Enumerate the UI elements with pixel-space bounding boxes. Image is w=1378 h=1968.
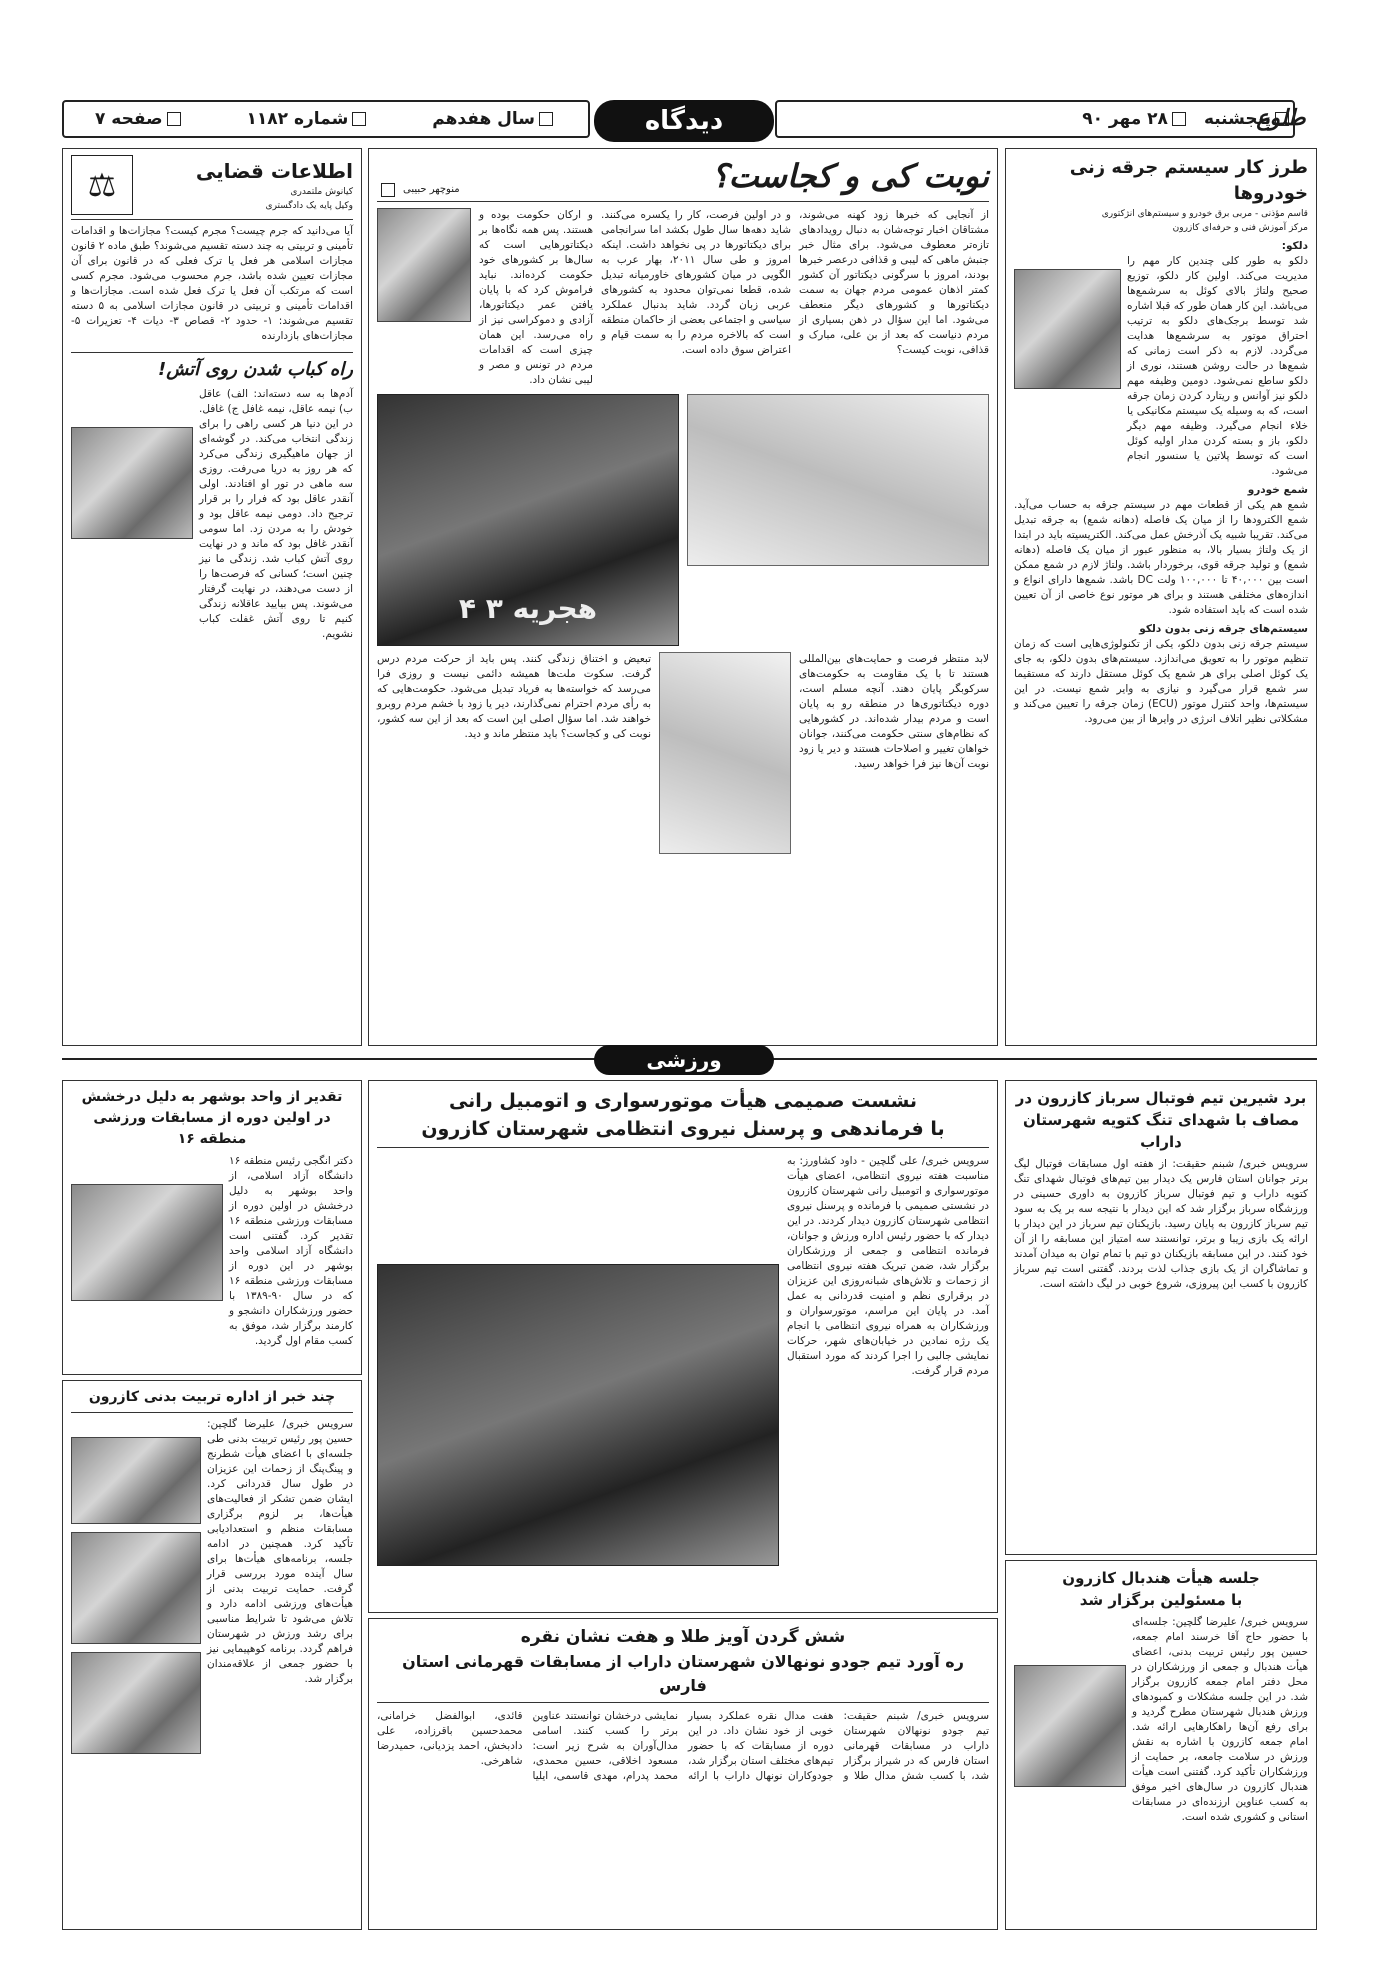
issue-year: سال هفدهم [432, 109, 536, 129]
author-photo [377, 208, 471, 322]
article-affiliation: مرکز آموزش فنی و حرفه‌ای کازرون [1172, 223, 1308, 233]
author-photo [1014, 269, 1121, 389]
paragraph: تبعیض و اختناق زندگی کنند. پس باید از حرکت مردم درس گرفت. سکوت ملت‌ها همیشه دائمی نیست و روزی فرا می‌رسد که خواسته‌ها به فریاد تبدیل می‌شود. حکومت‌هایی که به رأی مردم احترام نمی‌گذارند، دیر یا زود با خشم مردم روبرو خواهند شد. اما سؤال اصلی این است که بعد از این سه کشور، نوبت کی و کجاست؟ باید منتظر ماند و دید. [377, 653, 651, 740]
author-role: وکیل پایه یک دادگستری [265, 201, 353, 211]
bullet-icon [539, 112, 553, 126]
article-judicial [62, 148, 362, 1046]
section-title-didgah [594, 100, 774, 142]
issue-day: پنجشنبه [1203, 109, 1271, 129]
paragraph: آیا می‌دانید که جرم چیست؟ مجرم کیست؟ مجازات‌ها و اقدامات تأمینی و تربیتی به چند دسته تقسیم می‌شوند؟ طبق ماده ۲ قانون مجازات اسلامی هر فعل یا ترک فعلی که در قانون برای آن مجازات تعیین شده باشد، جرم محسوب می‌شود. مجرم کسی است که مرتکب آن فعل یا ترک فعل شده است. مجازات‌ها و اقدامات تأمینی و تربیتی در قانون مجازات اسلامی به ۵ دسته تقسیم می‌شوند: ۱- حدود ۲- قصاص ۳- دیات ۴- تعزیرات ۵- مجازات‌های بازدارنده [71, 225, 353, 342]
meeting-photo [1014, 1665, 1126, 1787]
subheading: شمع خودرو [1247, 484, 1308, 496]
article-title: جلسه هیأت هندبال کازرون [1062, 1569, 1260, 1587]
award-photo [71, 1184, 223, 1301]
paragraph: سرویس خبری/ علیرضا گلچین: حسین پور رئیس تربیت بدنی طی جلسه‌ای با اعضای هیأت شطرنج و پینگ‌پنگ از زحمات این عزیزان در طول سال قدردانی کرد. ایشان ضمن تشکر از فعالیت‌های هیأت‌ها، بر لزوم برگزاری مسابقات منظم و استعدادیابی تأکید کرد. همچنین در ادامه جلسه، برنامه‌های هیأت‌ها برای سال آینده مورد بررسی قرار گرفت. حمایت تربیت بدنی از هیأت‌های ورزشی ادامه دارد و تلاش می‌شود تا شرایط مناسبی برای رشد ورزش در شهرستان فراهم گردد. برنامه کوهپیمایی نیز با حضور جمعی از علاقه‌مندان برگزار شد. [207, 1418, 353, 1685]
hiking-photo [71, 1652, 201, 1754]
page-number: صفحه ۷ [95, 109, 163, 129]
article-title: تقدیر از واحد بوشهر به دلیل درخشش [81, 1089, 343, 1105]
bullet-icon [1172, 112, 1186, 126]
article-bushehr [62, 1080, 362, 1375]
paragraph: سیستم جرقه زنی بدون دلکو، یکی از تکنولوژی‌هایی است که زمان تنظیم موتور را به تعویق می‌اندازد. سیستم‌های بدون دلکو، به جای یک کوئل اصلی برای هر شمع یک کوئل مستقل دارند که مستقیما سر شمع قرار می‌گیرد و نیازی به وایر شمع نیست. در این سیستم‌ها، واحد کنترل موتور (ECU) زمان جرقه را تعیین می‌کند و مشکلاتی نظیر اتلاف انرژی در وایرها از بین می‌رود. [1014, 638, 1308, 725]
article-tarbiat [62, 1380, 362, 1930]
article-title: مصاف با شهدای تنگ کتویه شهرستان داراب [1022, 1111, 1300, 1151]
issue-date: ۲۸ مهر ۹۰ [1082, 109, 1168, 129]
article-judo [368, 1618, 998, 1930]
article-author: منوچهر حبیبی [403, 184, 460, 195]
motorcycle-photo [377, 1264, 779, 1566]
butterfly-image [659, 652, 791, 854]
date-box [775, 100, 1295, 138]
paragraph: شمع هم یکی از قطعات مهم در سیستم جرقه به حساب می‌آید. شمع الکترود‌ها را از میان یک فاصله (دهانه شمع) به جرقه تبدیل می‌کند. تقریبا شبیه یک آذرخش عمل می‌کند. الکتریسیته باید در ابتدا از یک ولتاژ بسیار بالا، به منظور عبور از میان یک فاصله (دهانه شمع) و تولید جرقه قوی، برخوردار باشد. ولتاژ لازم در شمع ممکن است بین ۴۰,۰۰۰ تا ۱۰۰,۰۰۰ ولت DC باشد. شمع‌ها دارای انواع و اندازه‌های مختلفی هستند و برای هر موتور نوع خاصی از آن تعیین شده است که باید استفاده شود. [1014, 499, 1308, 616]
article-ignition [1005, 148, 1317, 1046]
pen-icon [381, 183, 395, 197]
bullet-icon [167, 112, 181, 126]
article-football [1005, 1080, 1317, 1555]
paragraph: و در اولین فرصت، کار را یکسره می‌کنند. شاید دهه‌ها سال طول بکشد اما سرانجامی برای دیکتاتورها در پی نخواهد داشت. اینکه امروز و طی سال ۲۰۱۱، بهار عرب به الگویی در میان کشورهای خاورمیانه تبدیل شده، قطعا نمی‌توان محدود به کشورهای عربی زبان گردد. شاید بدنبال عملکرد سیاسی و اجتماعی بعضی از حاکمان منطقه است که بالاخره مردم را به سمت قیام و اعتراض سوق داده است. [601, 209, 791, 356]
scales-icon: ⚖ [71, 155, 133, 215]
article-handball [1005, 1560, 1317, 1930]
article-author: قاسم مؤذنی - مربی برق خودرو و سیستم‌های انژکتوری [1101, 209, 1308, 219]
paragraph: آدم‌ها به سه دسته‌اند: الف) عاقل ب) نیمه عاقل، نیمه غافل ج) غافل. در این دنیا هر کسی راهی را برای زندگی انتخاب می‌کند. در گوشه‌ای از جهان ماهیگیری زندگی می‌کرد که هر روز به دریا می‌رفت. روزی سه ماهی در تور او افتادند. اولی آنقدر عاقل بود که فرار را بر قرار ترجیح داد. دومی نیمه عاقل بود و خودش را به مردن زد. اما سومی آنقدر غافل بود که ماند و در نهایت روی آتش کباب شد. زندگی ما نیز چنین است؛ کسانی که فرصت‌ها را از دست می‌دهند، در نهایت گرفتار می‌شوند. پس بیایید عاقلانه زندگی کنیم تا روی آتش غفلت کباب نشویم. [199, 388, 353, 640]
article-motorcycle [368, 1080, 998, 1613]
meeting-photo [71, 1532, 201, 1644]
article-author: کیانوش ملتمدری [290, 187, 353, 197]
news-photo [377, 394, 679, 646]
article-title: با فرماندهی و پرسنل نیروی انتظامی شهرستان کازرون [377, 1115, 989, 1148]
article-title: نوبت کی و کجاست؟ [711, 157, 989, 195]
paragraph: و ارکان حکومت بوده و هستند. پس همه نگاه‌ها بر دیکتاتورهایی است که سال‌ها بر کشورهای خود حکومت کرده‌اند. نباید فراموش کرد که با پایان یافتن عمر دیکتاتورها، آزادی و دموکراسی نیز از راه می‌رسد. این همان چیزی است که اقدامات مردم در تونس و مصر و لیبی نشان داد. [479, 209, 593, 386]
article-title: طرز کار سیستم جرقه زنی خودروها [1069, 157, 1308, 204]
section-title-sports [594, 1045, 774, 1075]
paragraph: سرویس خبری/ علیرضا گلچین: جلسه‌ای با حضور حاج آقا خرسند امام جمعه، حسین پور رئیس تربیت بدنی، اعضای هیأت هندبال و جمعی از ورزشکاران در محل دفتر امام جمعه کازرون برگزار شد. در این جلسه مشکلات و کمبودهای ورزش هندبال شهرستان مطرح گردید و برای رفع آن‌ها راهکارهایی ارائه شد. امام جمعه کازرون با اشاره به نقش ورزش در سلامت جامعه، بر حمایت از ورزشکاران تأکید کرد. گفتنی است هیأت هندبال کازرون در سال‌های اخیر موفق به کسب عناوین ارزنده‌ای در مسابقات استانی و کشوری شده است. [1132, 1616, 1308, 1823]
cartoon-image [687, 394, 989, 566]
logo-text: طلوع [1256, 105, 1306, 131]
article-title: نشست صمیمی هیأت موتورسواری و اتومبیل رانی [448, 1090, 918, 1112]
paragraph: از آنجایی که خبرها زود کهنه می‌شوند، مشتاقان اخبار توجه‌شان به دنبال رویدادهای تازه‌تر معطوف می‌شود. برای مثال خبر جنبش ماهی که لیبی و قذافی درعصر خبرها بودند، امروز با سرگونی دیکتاتور آن کشور کمتر اذهان عمومی مردم جهان به سمت دیکتاتورها و کشورهای دیگر منعطف می‌شود. اما این سؤال در ذهن بسیاری از مردم دنیاست که بعد از بن علی، مبارک و قذافی، نوبت کیست؟ [799, 209, 989, 356]
issue-box [62, 100, 590, 138]
paragraph: دلکو به طور کلی چندین کار مهم را مدیریت می‌کند. اولین کار دلکو، توزیع صحیح ولتاژ بالای کوئل به سرشمع‌ها می‌باشد. این کار همان طور که قبلا اشاره شد توسط برجک‌های دلکو به ترتیب احتراق موتور به سرشمع‌ها هدایت می‌گردد. لازم به ذکر است زمانی که شمع‌ها در حالت روشن هستند، نوری از دلکو ساطع نمی‌شود. دومین وظیفه مهم دلکو نیز آوانس و ریتارد کردن زمان جرقه است، که به وسیله یک سیستم مکانیکی یا خلاء انجام می‌گیرد. وظیفه مهم دیگر دلکو، باز و بسته کردن مدار اولیه کوئل است که توسط پلاتین یا سنسور انجام می‌شود. [1127, 255, 1308, 477]
section-title-text: دیدگاه [644, 106, 724, 136]
issue-number: شماره ۱۱۸۲ [246, 109, 349, 129]
article-title: برد شیرین تیم فوتبال سرباز کازرون در [1015, 1089, 1307, 1107]
article-title: اطلاعات قضایی [195, 159, 353, 183]
subheading: دلکو: [1281, 240, 1308, 252]
paragraph: دکتر انگجی رئیس منطقه ۱۶ دانشگاه آزاد اسلامی، از واحد بوشهر به دلیل درخشش در اولین دوره از مسابقات ورزشی منطقه ۱۶ تقدیر کرد. گفتنی است دانشگاه آزاد اسلامی واحد بوشهر در این دوره از مسابقات ورزشی منطقه ۱۶ که در سال ۹۰-۱۳۸۹ با حضور ورزشکاران دانشجو و کارمند برگزار شد، موفق به کسب مقام اول گردید. [229, 1155, 353, 1347]
paragraph: سرویس خبری/ علی گلچین - داود کشاورز: به مناسبت هفته نیروی انتظامی، اعضای هیأت موتورسواری و اتومبیل رانی شهرستان کازرون در نشستی صمیمی با فرمانده و پرسنل نیروی انتظامی شهرستان کازرون دیدار کردند. در این دیدار که با حضور رئیس اداره ورزش و جوانان، فرمانده انتظامی و جمعی از ورزشکاران برگزار شد، ضمن تبریک هفته نیروی انتظامی از زحمات و تلاش‌های شبانه‌روزی این عزیزان در برقراری نظم و امنیت قدردانی به عمل آمد. در پایان این مراسم، موتورسواران و ورزشکاران به همراه نیروی انتظامی با انجام یک رژه نمادین در خیابان‌های شهر، حرکات نمایشی جالبی را اجرا کردند که مورد استقبال مردم قرار گرفت. [787, 1155, 989, 1377]
subheading: سیستم‌های جرقه زنی بدون دلکو [1139, 623, 1308, 635]
article-title: چند خبر از اداره تربیت بدنی کازرون [71, 1387, 353, 1413]
bullet-icon [1275, 112, 1289, 126]
masthead [0, 0, 1378, 150]
paragraph: سرویس خبری/ شبنم حقیقت: تیم جودو نونهالان شهرستان داراب در مسابقات قهرمانی استان فارس که در شیراز برگزار شد، با کسب شش مدال طلا و هفت مدال نقره عملکرد بسیار خوبی از خود نشان داد. در این دوره از مسابقات که با حضور تیم‌های مختلف استان برگزار شد، جودوکاران نونهال داراب با ارائه نمایشی درخشان توانستند عناوین برتر را کسب کنند. اسامی مدال‌آوران به شرح زیر است: مسعود اخلاقی، حسین محمدی، محمد پدرام، مهدی قاسمی، ایلیا قائدی، ابوالفضل خرامانی، محمدحسین باقرزاده، علی دادبخش، احمد یزدیانی، حمیدرضا شاهرخی. [377, 1710, 989, 1782]
article-nobat [368, 148, 998, 1046]
article-title: با مسئولین برگزار شد [1079, 1591, 1243, 1609]
fish-photo [71, 427, 193, 539]
section-title-text: ورزشی [646, 1048, 722, 1072]
article-title-2: راه کباب شدن روی آتش! [71, 352, 353, 383]
photo-caption-text: ۴ ۳ هجریه [458, 592, 598, 625]
article-title: ره آورد تیم جودو نونهالان شهرستان داراب از مسابقات قهرمانی استان فارس [377, 1650, 989, 1703]
paragraph: سرویس خبری/ شبنم حقیقت: از هفته اول مسابقات فوتبال لیگ برتر جوانان استان فارس یک دیدار بین تیم‌های فوتبال شهدای تنگ کتویه داراب و تیم فوتبال سرباز کازرون به داوری حسینی در ورزشگاه سرباز برگزار شد که این دیدار با نتیجه سه بر یک به سود تیم سرباز کازرون به پایان رسید. بازیکنان تیم سرباز در این دیدار با ارائه یک بازی زیبا و برتر، توانستند سه امتیاز این مسابقه را از آن خود کنند. در این مسابقه بازیکنان دو تیم با تمام توان به میدان آمدند و تماشاگران از یک بازی جذاب لذت بردند. گفتنی است تیم سرباز کازرون با کسب این پیروزی، شروع خوبی در لیگ داشته است. [1014, 1158, 1308, 1290]
bullet-icon [352, 112, 366, 126]
meeting-photo [71, 1437, 201, 1524]
paragraph: لابد منتظر فرصت و حمایت‌های بین‌المللی هستند تا با یک مقاومت به حکومت‌های سرکوبگر پایان دهند. آنچه مسلم است، دوره دیکتاتوری‌ها در منطقه رو به پایان است و مردم بیدار شده‌اند. در کشورهایی که نظام‌های سنتی حکومت می‌کنند، جوانان خواهان تغییر و اصلاحات هستند و دیر یا زود نوبت آن‌ها نیز فرا خواهد رسید. [799, 653, 989, 770]
article-title: در اولین دوره از مسابقات ورزشی منطقه ۱۶ [93, 1110, 331, 1147]
article-title: شش گردن آویز طلا و هفت نشان نقره [520, 1627, 846, 1647]
